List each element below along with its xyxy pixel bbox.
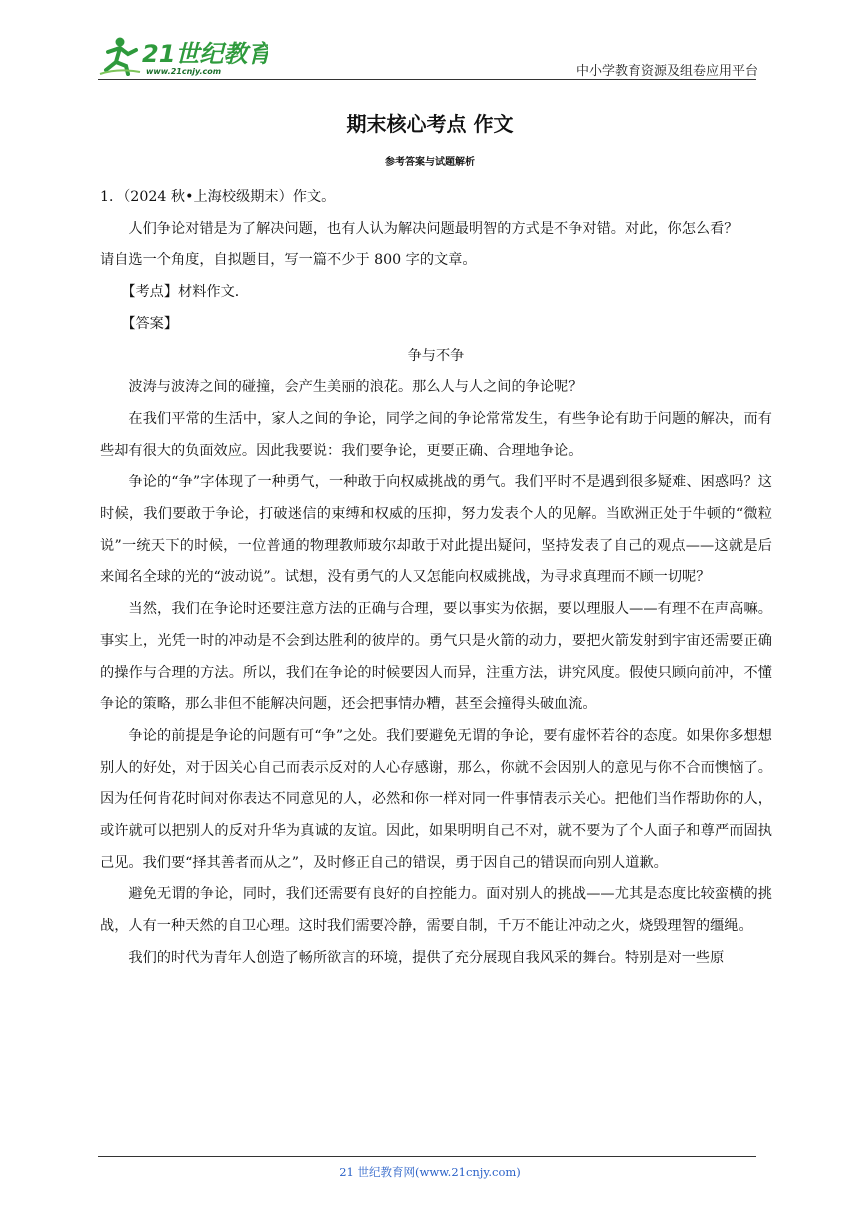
question-number: 1．（2024 秋•上海校级期末）作文。 <box>100 189 336 205</box>
page-subtitle: 参考答案与试题解析 <box>385 157 475 168</box>
essay-paragraph: 当然，我们在争论时还要注意方法的正确与合理，要以事实为依据，要以理服人——有理不在声高嘛。事实上，光凭一时的冲动是不会到达胜利的彼岸的。勇气只是火箭的动力，要把火箭发射到宇宙还需要正确的操作与合理的方法。所以，我们在争论的时候要因人而异，注重方法，讲究风度。假使只顾向前冲，不懂争论的策略，那么非但不能解决问题，还会把事情办糟，甚至会撞得头破血流。 <box>100 601 772 713</box>
essay-paragraph: 争论的“争”字体现了一种勇气，一种敢于向权威挑战的勇气。我们平时不是遇到很多疑难、困惑吗？这时候，我们要敢于争论，打破迷信的束缚和权威的压抑，努力发表个人的见解。当欧洲正处于牛顿的“微粒说”一统天下的时候，一位普通的物理教师玻尔却敢于对此提出疑问，坚持发表了自己的观点——这就是后来闻名全球的光的“波动说”。试想，没有勇气的人又怎能向权威挑战，为寻求真理而不顾一切呢？ <box>100 474 772 586</box>
essay-paragraph: 我们的时代为青年人创造了畅所欲言的环境，提供了充分展现自我风采的舞台。特别是对一些原 <box>128 949 725 966</box>
logo-text: 21世纪教育 <box>142 40 268 68</box>
footer-link[interactable]: 21 世纪教育网(www.21cnjy.com) <box>339 1165 521 1179</box>
site-logo[interactable] <box>98 34 268 78</box>
runner-logo-icon <box>98 34 268 78</box>
footer-divider <box>98 1156 756 1157</box>
question-prompt-line-1: 人们争论对错是为了解决问题，也有人认为解决问题最明智的方式是不争对错。对此，你怎么看？ <box>128 220 739 237</box>
answer-label: 【答案】 <box>121 315 179 332</box>
page-title: 期末核心考点 作文 <box>346 112 514 136</box>
essay-title: 争与不争 <box>407 347 465 364</box>
logo-url: www.21cnjy.com <box>146 67 222 76</box>
kaodian-label: 【考点】材料作文． <box>121 284 249 301</box>
question-prompt-line-2: 请自选一个角度，自拟题目，写一篇不少于 800 字的文章。 <box>100 252 477 269</box>
platform-name: 中小学教育资源及组卷应用平台 <box>575 64 758 79</box>
essay-paragraph: 避免无谓的争论，同时，我们还需要有良好的自控能力。面对别人的挑战——尤其是态度比较蛮横的挑战，人有一种天然的自卫心理。这时我们需要冷静，需要自制，千万不能让冲动之火，烧毁理智的缰绳。 <box>100 886 772 935</box>
essay-paragraph: 争论的前提是争论的问题有可“争”之处。我们要避免无谓的争论，要有虚怀若谷的态度。如果你多想想别人的好处，对于因关心自己而表示反对的人心存感谢，那么，你就不会因别人的意见与你不合而懊恼了。因为任何肯花时间对你表达不同意见的人，必然和你一样对同一件事情表示关心。把他们当作帮助你的人，或许就可以把别人的反对升华为真诚的友谊。因此，如果明明自己不对，就不要为了个人面子和尊严而固执己见。我们要“择其善者而从之”，及时修正自己的错误，勇于因自己的错误而向别人道歉。 <box>100 727 772 871</box>
page-header <box>98 30 758 80</box>
essay-paragraph: 波涛与波涛之间的碰撞，会产生美丽的浪花。那么人与人之间的争论呢？ <box>128 379 583 396</box>
document-body <box>100 182 772 975</box>
essay-paragraph: 在我们平常的生活中，家人之间的争论，同学之间的争论常常发生，有些争论有助于问题的解决，而有些却有很大的负面效应。因此我要说：我们要争论，更要正确、合理地争论。 <box>100 410 772 459</box>
header-divider <box>98 79 756 80</box>
